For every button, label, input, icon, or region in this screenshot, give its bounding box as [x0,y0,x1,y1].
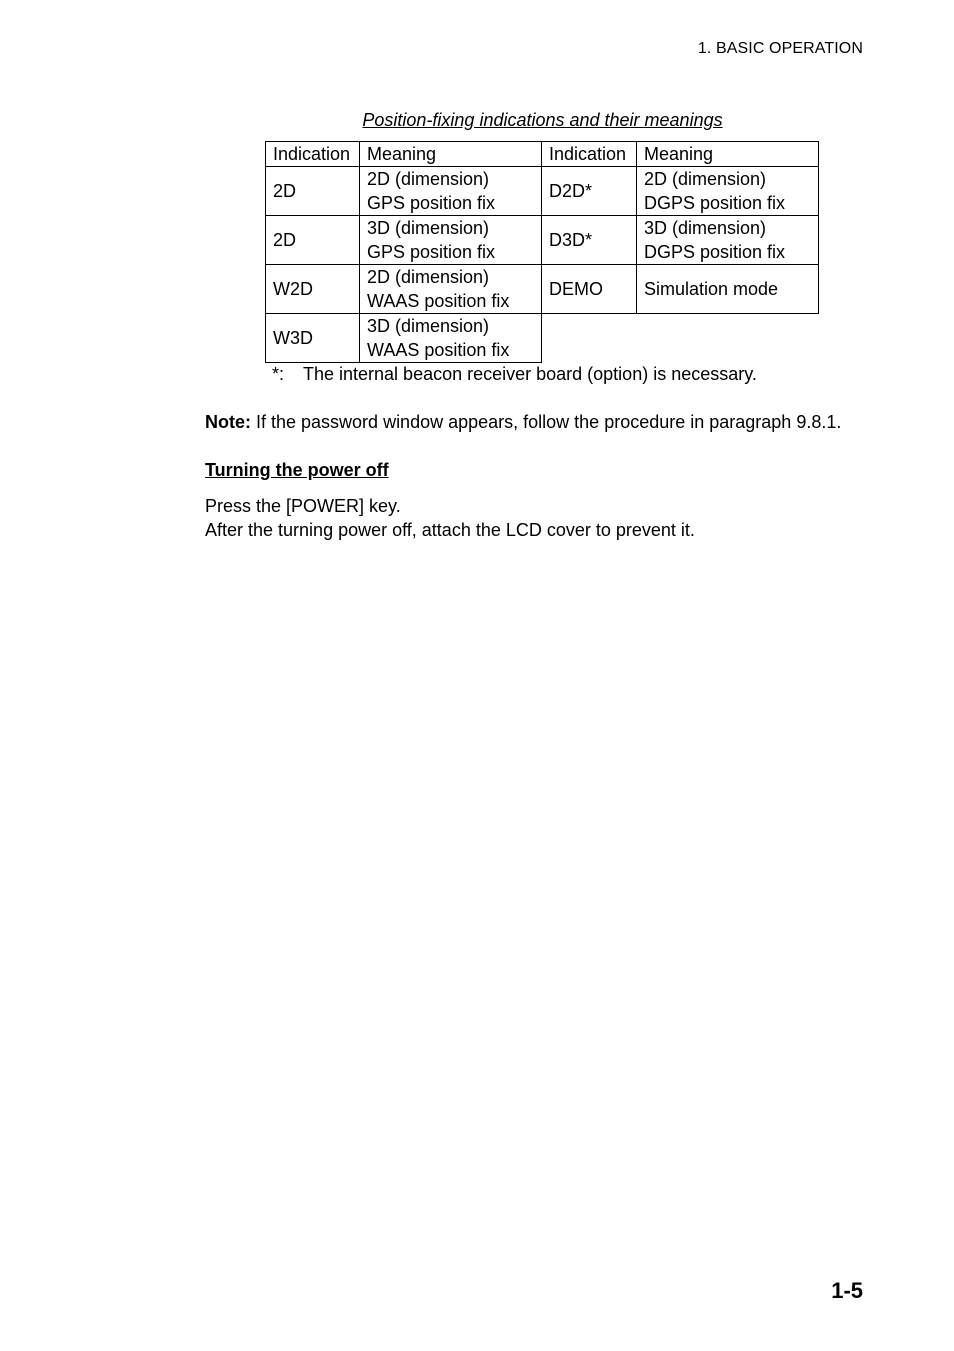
meaning-line: GPS position fix [367,242,496,262]
indication-cell: W2D [266,265,360,314]
meaning-line: 3D (dimension) [367,316,490,336]
running-header: 1. BASIC OPERATION [697,40,863,57]
meaning-line: 2D (dimension) [367,169,490,189]
table-row [266,265,819,314]
column-header: Indication [266,142,360,167]
table-caption: Position-fixing indications and their meanings [362,110,723,130]
indication-cell: D3D* [542,216,637,265]
table-row [266,216,819,265]
section-body [205,494,695,542]
meaning-cell [637,167,819,216]
indication-cell: 2D [266,167,360,216]
meaning-line: 3D (dimension) [367,218,490,238]
empty-cell [542,314,819,363]
indication-cell: W3D [266,314,360,363]
meaning-line: 2D (dimension) [367,267,490,287]
meaning-line: GPS position fix [367,193,496,213]
meaning-line: DGPS position fix [644,242,786,262]
body-line: After the turning power off, attach the LCD cover to prevent it. [205,520,695,540]
meaning-line: 3D (dimension) [644,218,767,238]
note [205,412,841,433]
meaning-line: DGPS position fix [644,193,786,213]
meaning-line: WAAS position fix [367,291,510,311]
section-heading: Turning the power off [205,460,389,480]
meaning-cell [360,314,542,363]
footnote-text: The internal beacon receiver board (option) is necessary. [303,364,757,384]
indication-cell: DEMO [542,265,637,314]
table-header-row [266,142,819,167]
indication-cell: D2D* [542,167,637,216]
indication-cell: 2D [266,216,360,265]
table-row [266,314,819,363]
meaning-line: WAAS position fix [367,340,510,360]
meaning-cell [637,216,819,265]
page-number: 1-5 [831,1278,863,1303]
meaning-cell [360,265,542,314]
meaning-cell [360,167,542,216]
column-header: Meaning [360,142,542,167]
meaning-line: 2D (dimension) [644,169,767,189]
body-line: Press the [POWER] key. [205,496,401,516]
meaning-cell [360,216,542,265]
table-row [266,167,819,216]
column-header: Indication [542,142,637,167]
table-footnote [272,364,757,385]
note-text: If the password window appears, follow the procedure in paragraph 9.8.1. [256,412,842,432]
column-header: Meaning [637,142,819,167]
meaning-cell: Simulation mode [637,265,819,314]
position-fix-table [265,141,819,363]
footnote-mark: *: [272,364,285,384]
note-label: Note: [205,412,251,432]
